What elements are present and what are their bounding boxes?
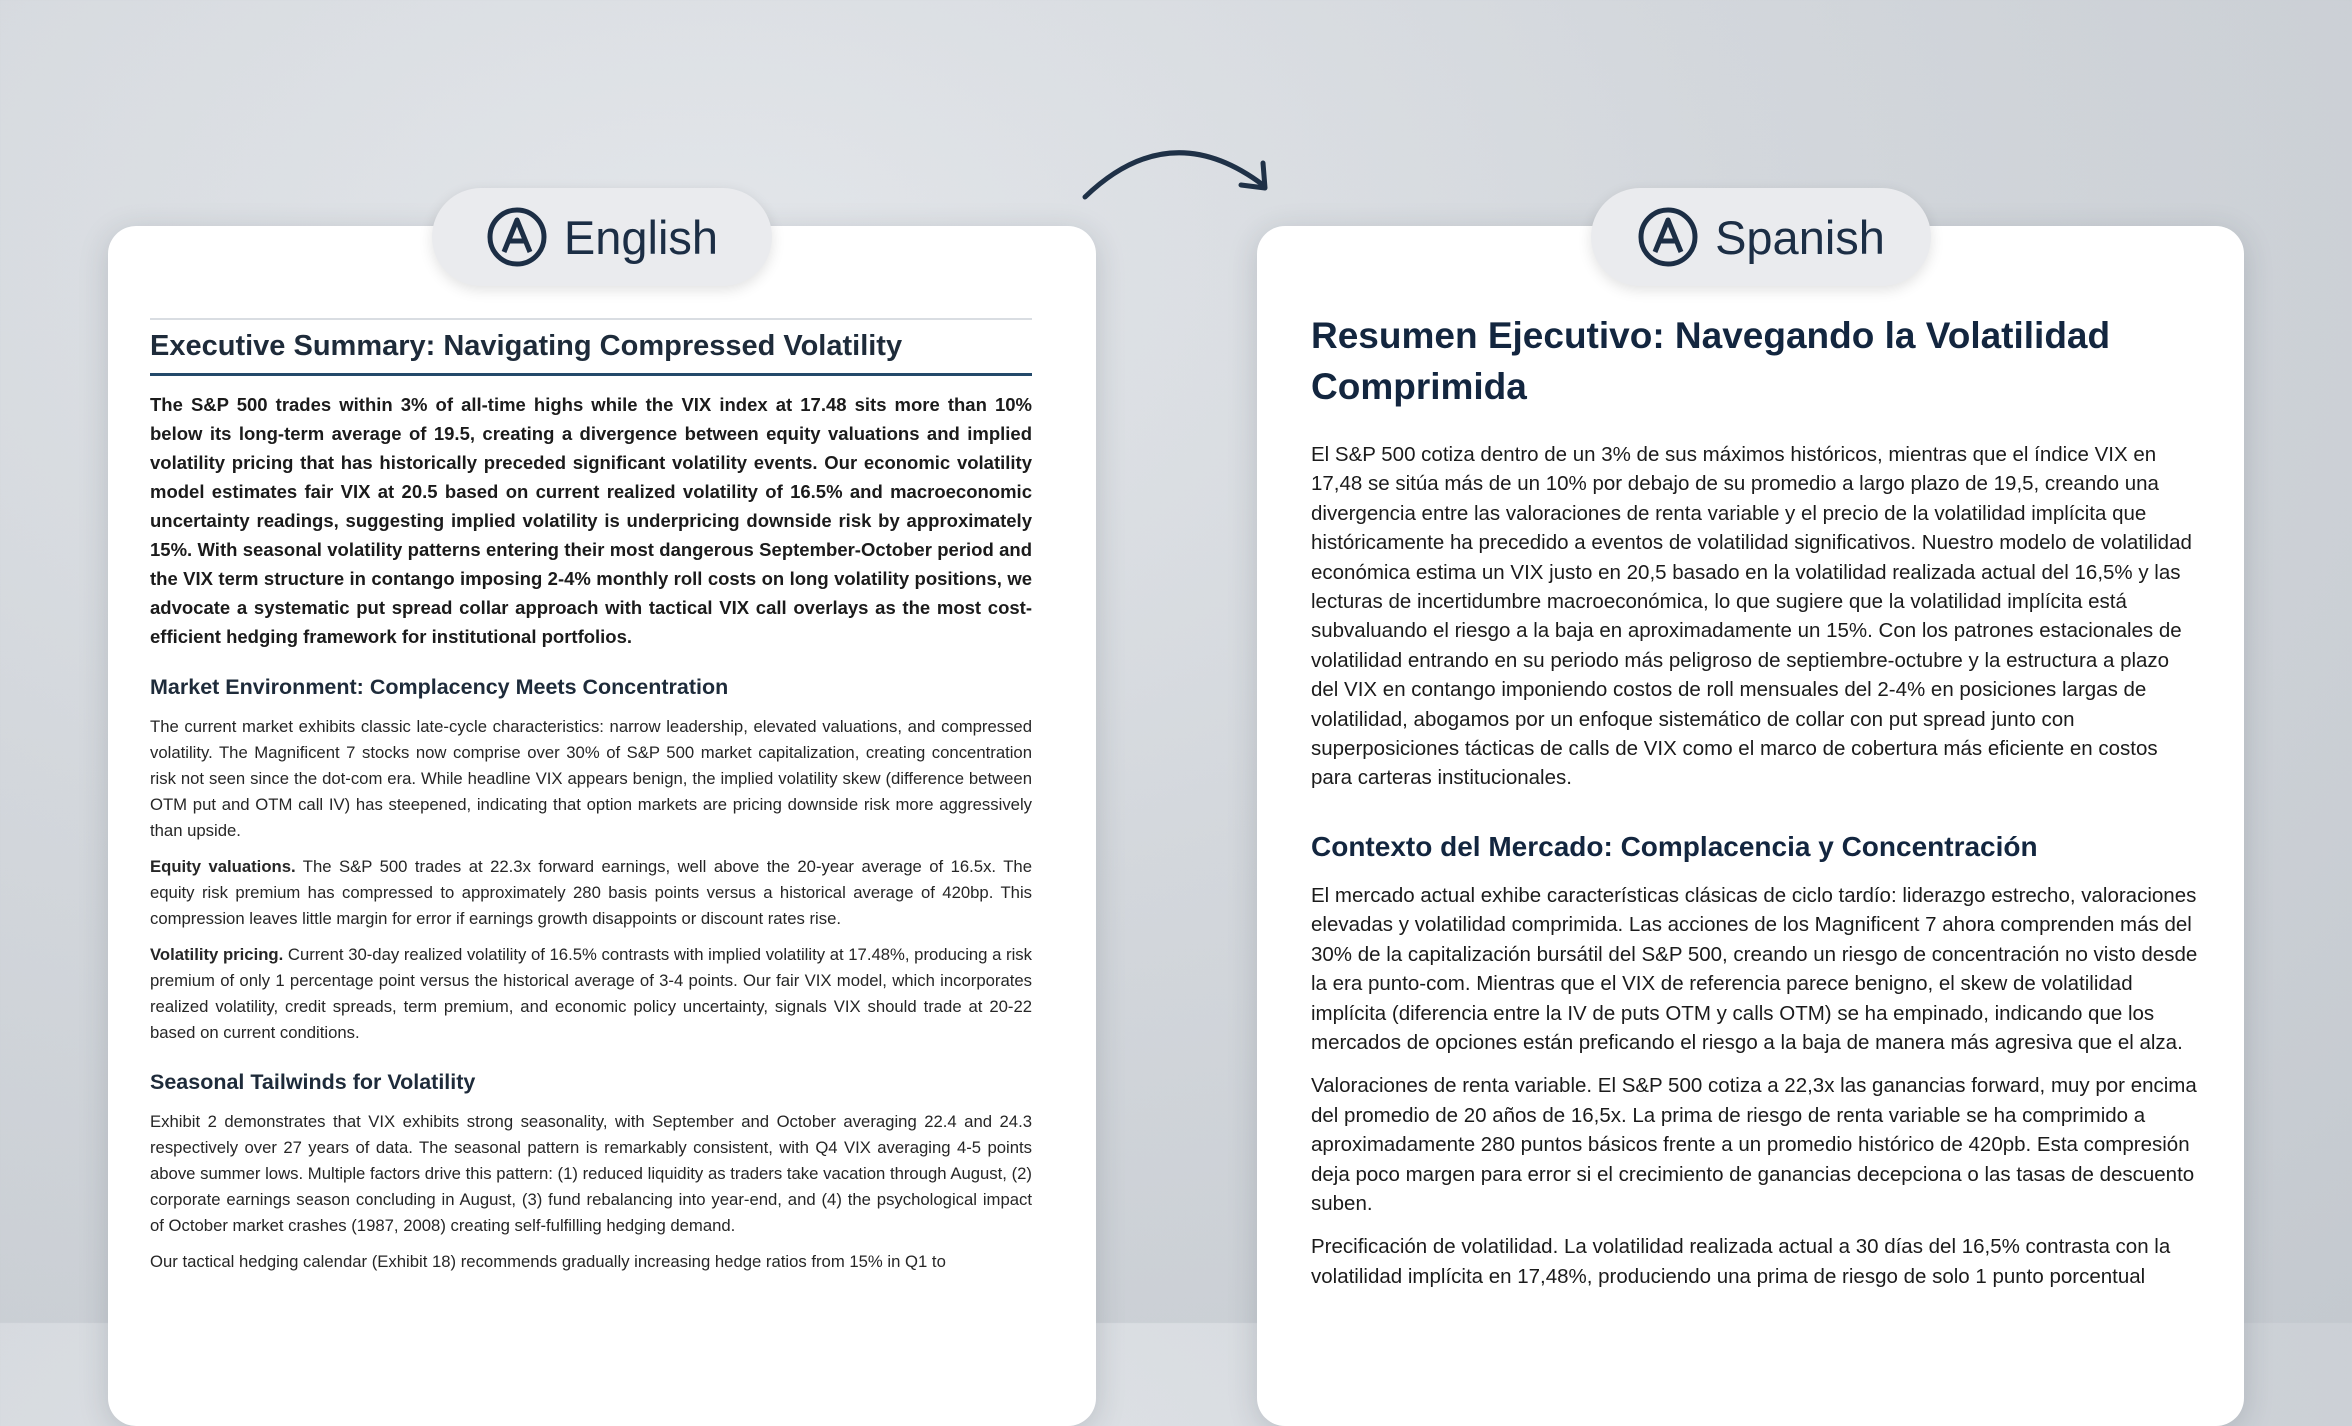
paragraph-lead-label: Equity valuations.	[150, 857, 296, 876]
english-title: Executive Summary: Navigating Compressed Volatility	[150, 326, 1032, 376]
english-document-panel	[108, 226, 1096, 1426]
spanish-language-badge	[1591, 188, 1931, 286]
translation-logo-icon	[1637, 206, 1699, 268]
english-section1-paragraph2	[150, 854, 1032, 932]
spanish-lead-paragraph: El S&P 500 cotiza dentro de un 3% de sus máximos históricos, mientras que el índice VIX en 17,48 se sitúa más de un 10% por debajo de su promedio a largo plazo de 19,5, creando una divergencia entre las valoraciones de renta variable y el precio de la volatilidad implícita que históricamente ha precedido a eventos de volatilidad significativos. Nuestro modelo de volatilidad económica estima un VIX justo en 20,5 basado en la volatilidad realizada actual del 16,5% y las lecturas de incertidumbre macroeconómica, lo que sugiere que la volatilidad implícita está subvaluando el riesgo a la baja en aproximadamente un 15%. Con los patrones estacionales de volatilidad entrando en su periodo más peligroso de septiembre-octubre y la estructura a plazo del VIX en contango imponiendo costos de roll mensuales del 2-4% en posiciones largas de volatilidad, abogamos por un enfoque sistemático de collar con put spread junto con superposiciones tácticas de calls de VIX como el marco de cobertura más eficiente en costos para carteras institucionales.	[1311, 443, 2192, 790]
english-section1-paragraph3	[150, 942, 1032, 1046]
english-section1-paragraph1: The current market exhibits classic late-cycle characteristics: narrow leadership, elevated valuations, and compressed volatility. The Magnificent 7 stocks now comprise over 30% of S&P 500 market capitalization, creating concentration risk not seen since the dot-com era. While headline VIX appears benign, the implied volatility skew (difference between OTM put and OTM call IV) has steepened, indicating that option markets are pricing downside risk more aggressively than upside.	[150, 717, 1032, 840]
spanish-section1-paragraph3: Precificación de volatilidad. La volatilidad realizada actual a 30 días del 16,5% contrasta con la volatilidad implícita en 17,48%, produciendo una prima de riesgo de solo 1 punto porcentual	[1311, 1235, 2171, 1288]
translation-logo-icon	[486, 206, 548, 268]
paragraph-lead-label: Volatility pricing.	[150, 945, 284, 964]
english-document-body	[150, 318, 1032, 1275]
spanish-section1-paragraph1: El mercado actual exhibe características clásicas de ciclo tardío: liderazgo estrecho, valoraciones elevadas y volatilidad comprimida. Las acciones de los Magnificent 7 ahora comprenden más del 30% de la capitalización bursátil del S&P 500, creando un riesgo de concentración no visto desde la era punto-com. Mientras que el VIX de referencia parece benigno, el skew de volatilidad implícita (diferencia entre la IV de puts OTM y calls OTM) se ha empinado, indicando que los mercados de opciones están preficando el riesgo a la baja de manera más agresiva que el alza.	[1311, 883, 2198, 1054]
english-section1-heading: Market Environment: Complacency Meets Concentration	[150, 675, 729, 699]
spanish-section1-paragraph2: Valoraciones de renta variable. El S&P 500 cotiza a 22,3x las ganancias forward, muy por encima del promedio de 20 años de 16,5x. La prima de riesgo de renta variable se ha comprimido a aproximadamente 280 puntos básicos frente a un promedio histórico de 420pb. Esta compresión deja poco margen para error si el crecimiento de ganancias decepciona o las tasas de descuento suben.	[1311, 1074, 2197, 1215]
spanish-document-body	[1311, 310, 2199, 1291]
english-section2-heading: Seasonal Tailwinds for Volatility	[150, 1070, 476, 1094]
spanish-document-panel	[1257, 226, 2244, 1426]
spanish-section1-heading: Contexto del Mercado: Complacencia y Concentración	[1311, 830, 2038, 862]
title-top-rule	[150, 318, 1032, 320]
spanish-language-label: Spanish	[1715, 210, 1885, 264]
english-section2-paragraph2: Our tactical hedging calendar (Exhibit 18) recommends gradually increasing hedge ratios from 15% in Q1 to	[150, 1252, 946, 1271]
english-language-badge	[432, 188, 772, 286]
curved-arrow-icon	[1075, 135, 1275, 215]
english-section2-paragraph1: Exhibit 2 demonstrates that VIX exhibits strong seasonality, with September and October averaging 22.4 and 24.3 respectively over 27 years of data. The seasonal pattern is remarkably consistent, with Q4 VIX averaging 4-5 points above summer lows. Multiple factors drive this pattern: (1) reduced liquidity as traders take vacation through August, (2) corporate earnings season concluding in August, (3) fund rebalancing into year-end, and (4) the psychological impact of October market crashes (1987, 2008) creating self-fulfilling hedging demand.	[150, 1112, 1032, 1235]
english-language-label: English	[563, 210, 719, 264]
spanish-title: Resumen Ejecutivo: Navegando la Volatilidad Comprimida	[1311, 315, 2111, 407]
paragraph-text: Current 30-day realized volatility of 16.5% contrasts with implied volatility at 17.48%, producing a risk premium of only 1 percentage point versus the historical average of 3-4 points. Our fair VIX model, which incorporates realized volatility, credit spreads, term premium, and economic policy uncertainty, signals VIX should trade at 20-22 based on current conditions.	[150, 945, 1032, 1042]
english-lead-paragraph: The S&P 500 trades within 3% of all-time highs while the VIX index at 17.48 sits more than 10% below its long-term average of 19.5, creating a divergence between equity valuations and implied volatility pricing that has historically preceded significant volatility events. Our economic volatility model estimates fair VIX at 20.5 based on current realized volatility of 16.5% and macroeconomic uncertainty readings, suggesting implied volatility is underpricing downside risk by approximately 15%. With seasonal volatility patterns entering their most dangerous September-October period and the VIX term structure in contango imposing 2-4% monthly roll costs on long volatility positions, we advocate a systematic put spread collar approach with tactical VIX call overlays as the most cost-efficient hedging framework for institutional portfolios.	[150, 394, 1032, 647]
paragraph-text: The S&P 500 trades at 22.3x forward earnings, well above the 20-year average of 16.5x. The equity risk premium has compressed to approximately 280 basis points versus a historical average of 420bp. This compression leaves little margin for error if earnings growth disappoints or discount rates rise.	[150, 857, 1032, 928]
